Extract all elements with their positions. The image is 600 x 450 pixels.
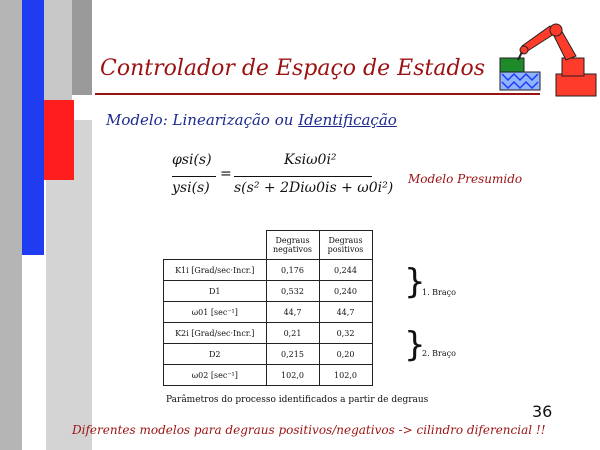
eq-fraction-line-right [234,176,372,177]
table-cell: 0,215 [266,344,319,365]
table-header-cell: Degraus negativos [266,231,319,260]
footer-note: Diferentes modelos para degraus positivos/negativos -> cilindro diferencial !! [72,423,546,437]
table-cell: 102,0 [319,365,372,386]
table-cell: 44,7 [319,302,372,323]
brace-label-arm-2: 2. Braço [422,349,456,358]
table-header-row [164,231,373,260]
slide-subtitle [106,111,397,129]
table-cell: 0,21 [266,323,319,344]
table-cell: 0,176 [266,260,319,281]
table-caption: Parâmetros do processo identificados a partir de degraus [166,395,429,405]
eq-fraction-line-left [172,176,216,177]
table-row [164,260,373,281]
decor-bar-grey [0,0,22,450]
table-cell: ω02 [sec⁻¹] [164,365,267,386]
eq-equals: = [220,166,232,182]
page-number: 36 [532,402,553,421]
decor-bar-blue [22,0,44,255]
table-cell: 0,240 [319,281,372,302]
title-divider [95,93,540,95]
table-row [164,344,373,365]
decor-bar-grey-top [72,0,92,95]
brace-icon: } [404,325,426,365]
table-cell: K1i [Grad/sec·Incr.] [164,260,267,281]
table-cell: 0,20 [319,344,372,365]
subtitle-text: Modelo: Linearização ou [106,111,299,129]
table-cell: 0,244 [319,260,372,281]
decor-bar-red [44,100,74,180]
subtitle-underlined: Identificação [298,111,397,129]
eq-denominator-left: ysi(s) [172,180,210,196]
slide-title: Controlador de Espaço de Estados [100,56,486,81]
table-cell: 102,0 [266,365,319,386]
table-row [164,323,373,344]
table-cell: 44,7 [266,302,319,323]
eq-numerator-left: φsi(s) [172,152,212,168]
table-row [164,365,373,386]
table-header-cell: Degraus positivos [319,231,372,260]
table-row [164,302,373,323]
robot-arm-icon [496,8,600,100]
table-cell: 0,532 [266,281,319,302]
table-cell: D2 [164,344,267,365]
eq-numerator-right: Ksiω0i² [284,152,337,168]
table-row [164,281,373,302]
parameter-table [163,230,373,386]
transfer-function [172,152,394,204]
table-cell: 0,32 [319,323,372,344]
table-header-cell [164,231,267,260]
brace-icon: } [404,262,426,302]
brace-label-arm-1: 1. Braço [422,288,456,297]
presumed-model-label: Modelo Presumido [408,172,523,186]
eq-denominator-right: s(s² + 2Diω0is + ω0i²) [234,180,394,196]
table-cell: ω01 [sec⁻¹] [164,302,267,323]
table-cell: K2i [Grad/sec·Incr.] [164,323,267,344]
table-cell: D1 [164,281,267,302]
